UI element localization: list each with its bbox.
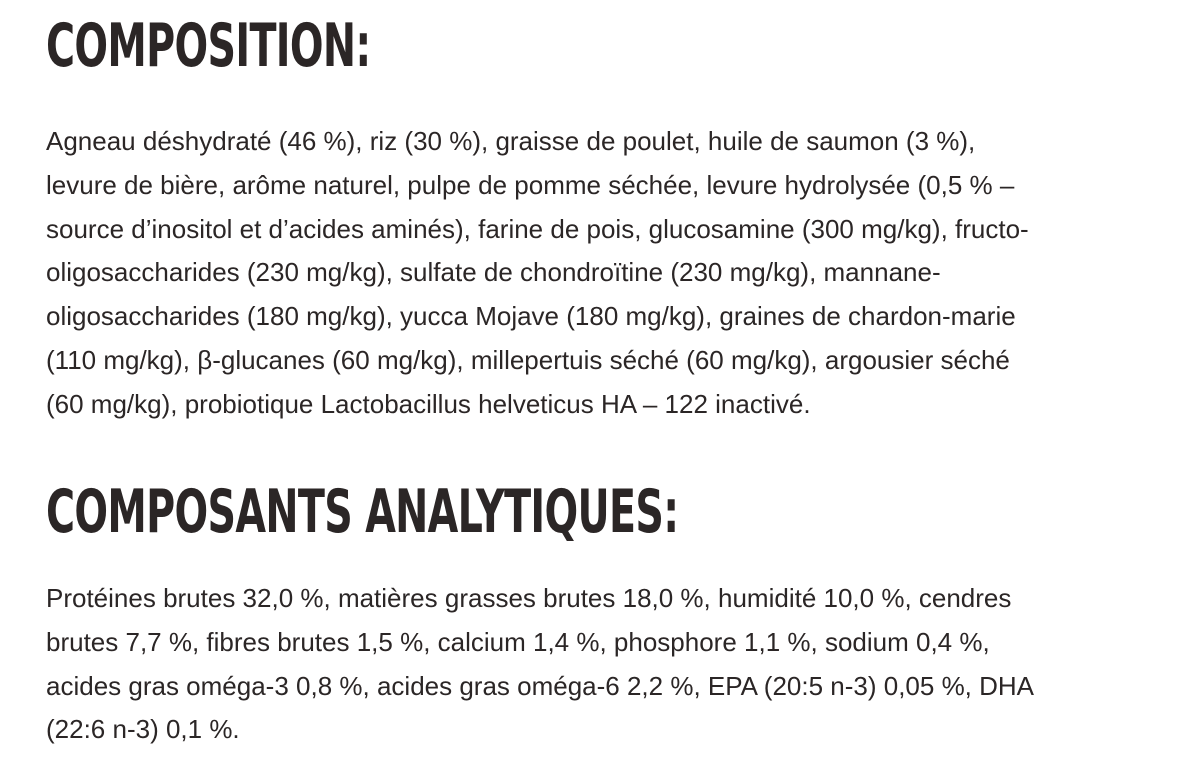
composition-line: levure de bière, arôme naturel, pulpe de pomme séchée, levure hydrolysée (0,5 % – [46,169,1015,200]
composition-line: oligosaccharides (230 mg/kg), sulfate de chondroïtine (230 mg/kg), mannane- [46,257,941,288]
analytic-line: brutes 7,7 %, fibres brutes 1,5 %, calcium 1,4 %, phosphore 1,1 %, sodium 0,4 %, [46,626,990,657]
composition-line: Agneau déshydraté (46 %), riz (30 %), graisse de poulet, huile de saumon (3 %), [46,126,976,156]
composition-line: oligosaccharides (180 mg/kg), yucca Mojave (180 mg/kg), graines de chardon-marie [46,301,1016,332]
composition-line: (60 mg/kg), probiotique Lactobacillus helveticus HA – 122 inactivé. [46,388,811,419]
composition-line: source d’inositol et d’acides aminés), farine de pois, glucosamine (300 mg/kg), fructo- [46,213,1029,244]
analytic-line: Protéines brutes 32,0 %, matières grasses brutes 18,0 %, humidité 10,0 %, cendres [46,583,1012,613]
composition-text [46,120,1164,427]
analytic-line: acides gras oméga-3 0,8 %, acides gras oméga-6 2,2 %, EPA (20:5 n-3) 0,05 %, DHA [46,670,1035,701]
analytic-heading: COMPOSANTS ANALYTIQUES: [46,477,679,547]
analytic-text [46,577,1164,752]
analytic-line: (22:6 n-3) 0,1 %. [46,714,240,745]
composition-line: (110 mg/kg), β-glucanes (60 mg/kg), millepertuis séché (60 mg/kg), argousier séché [46,344,1010,375]
composition-heading: COMPOSITION: [46,11,371,81]
